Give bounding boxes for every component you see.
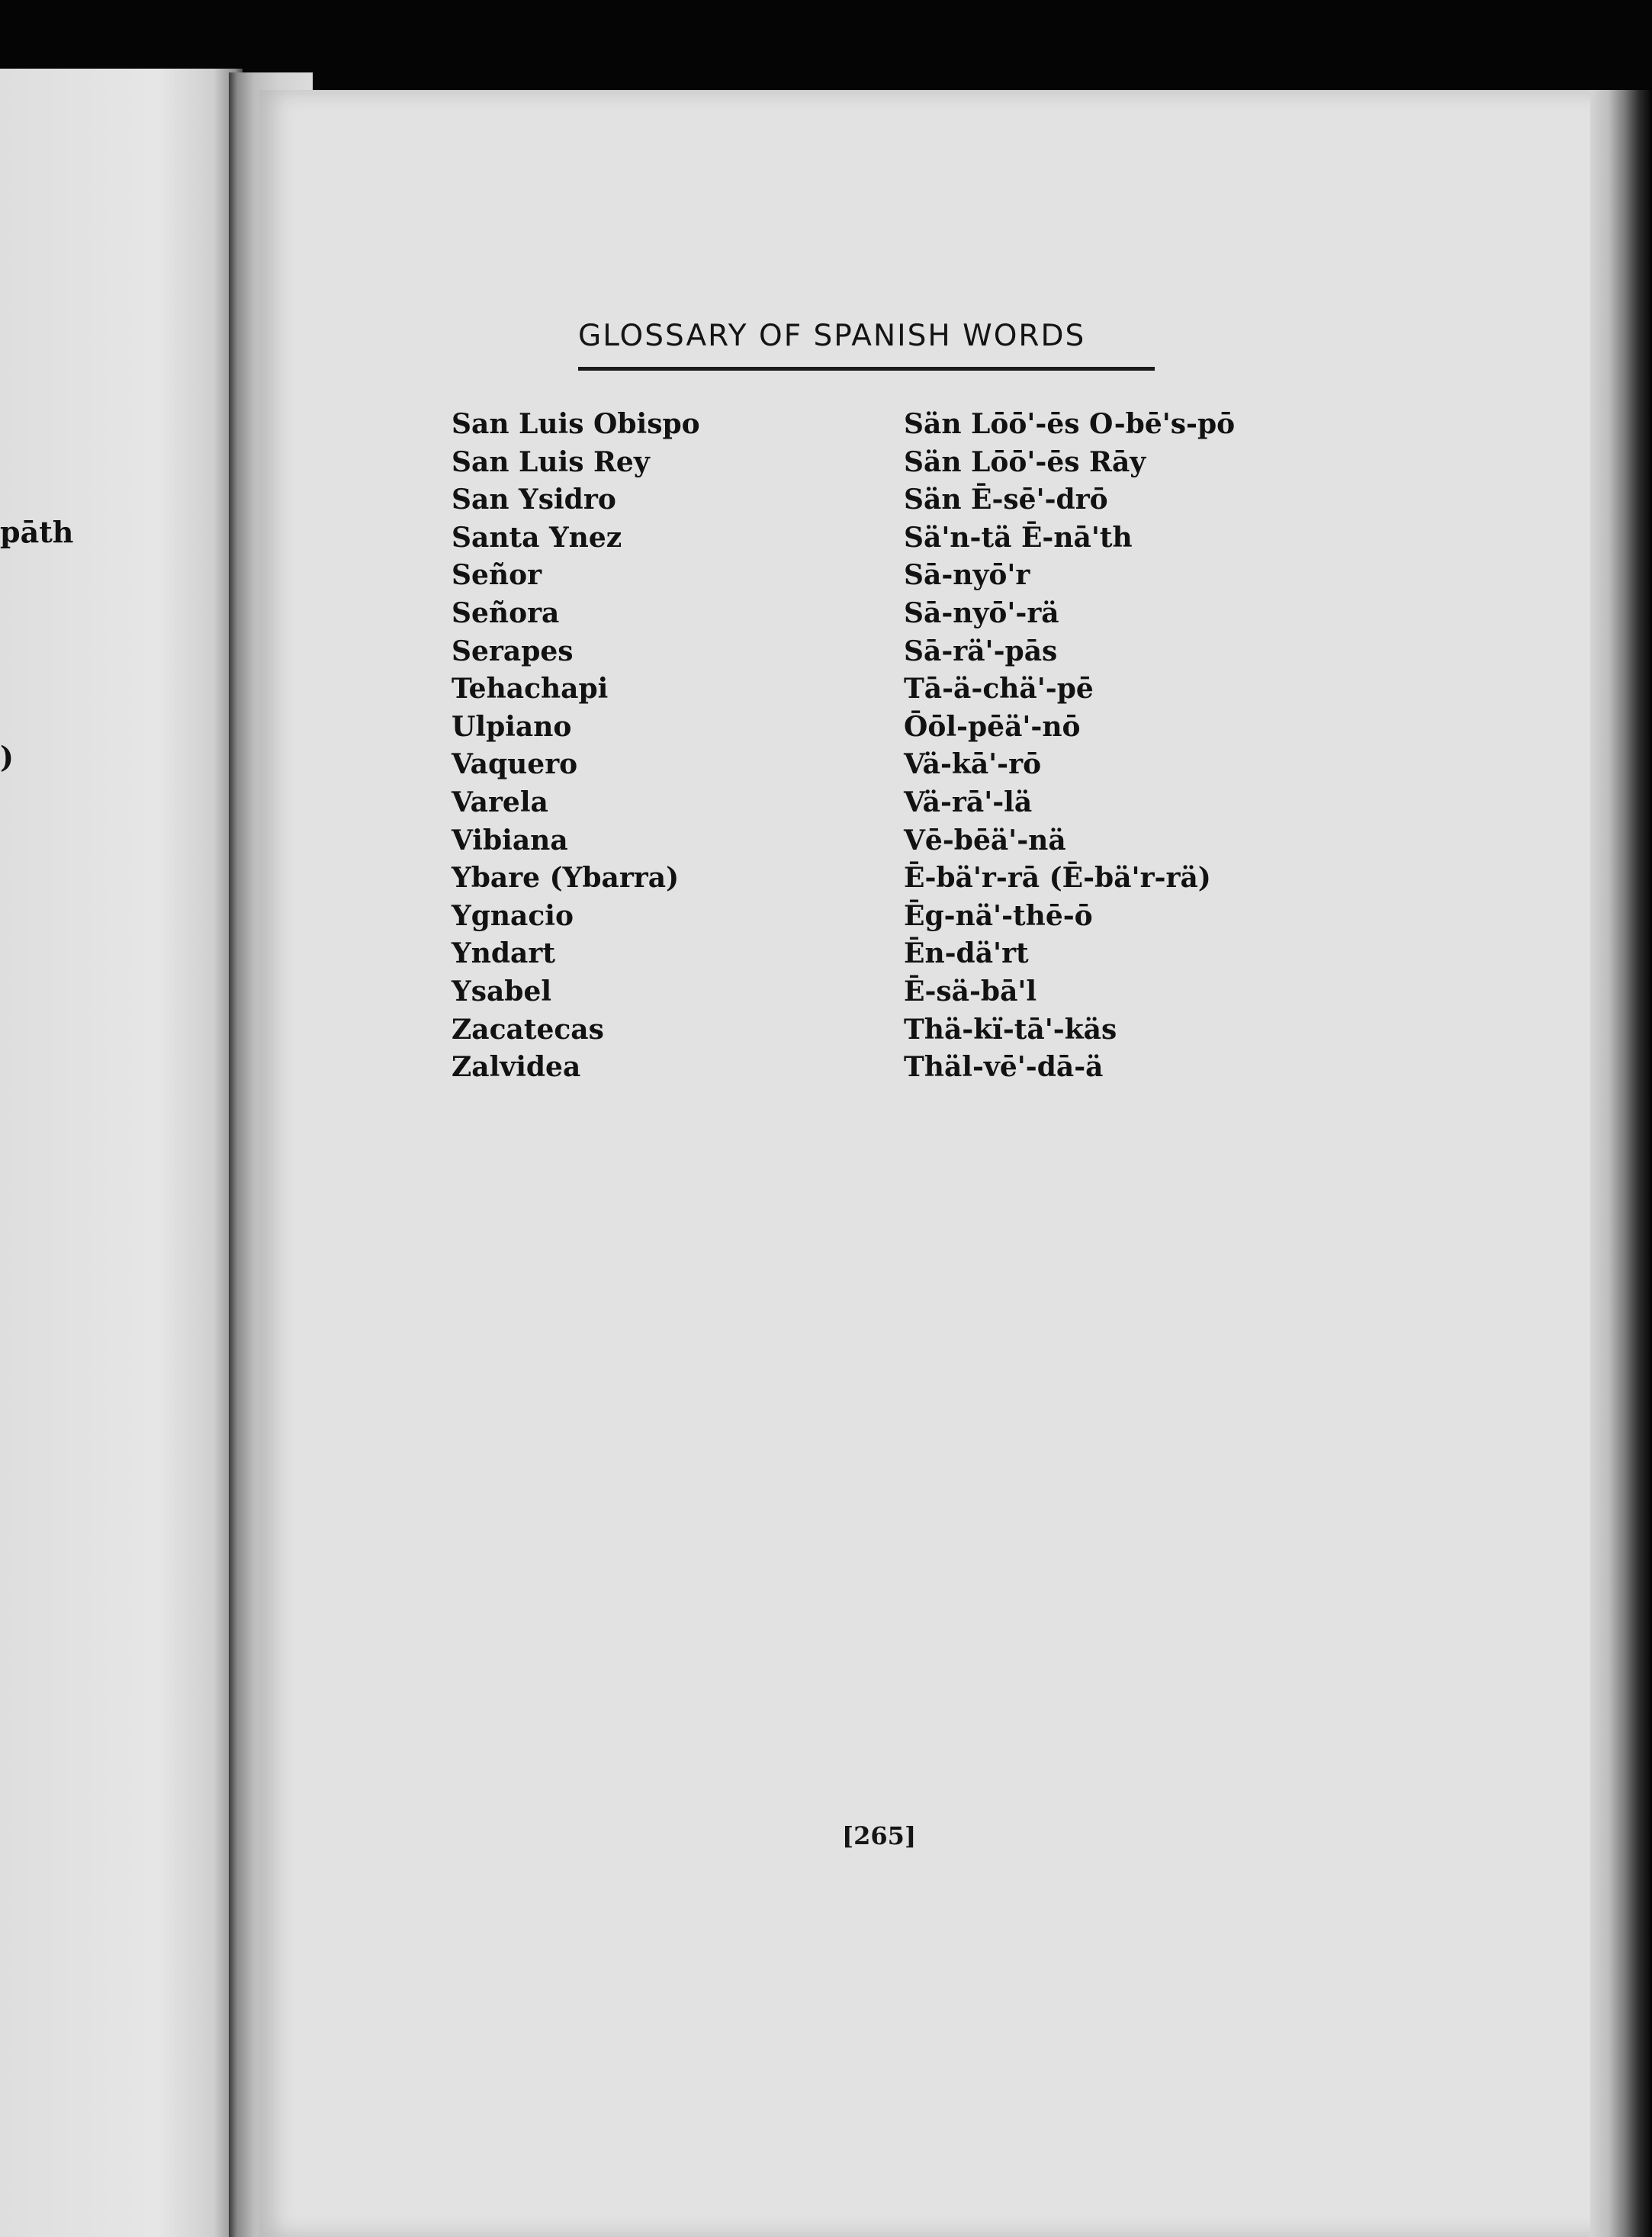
- spanish-term: Zalvidea: [452, 1051, 581, 1084]
- pronunciation: Sā-rä'-pās: [904, 635, 1058, 667]
- glossary-entry: [452, 521, 1329, 559]
- glossary-entry: [452, 786, 1329, 824]
- glossary-entry: [452, 975, 1329, 1013]
- pronunciation: Vä-kā'-rō: [904, 748, 1042, 781]
- spanish-term: Ysabel: [452, 975, 552, 1008]
- glossary-entry: [452, 407, 1329, 445]
- pronunciation: Vē-bēä'-nä: [904, 824, 1066, 857]
- glossary-list: [452, 407, 1329, 1088]
- spanish-term: San Luis Obispo: [452, 408, 700, 440]
- spanish-term: Ygnacio: [452, 899, 574, 932]
- spanish-term: Vaquero: [452, 748, 578, 781]
- spanish-term: Ulpiano: [452, 710, 572, 743]
- pronunciation: Ēg-nä'-thē-ō: [904, 899, 1093, 932]
- pronunciation: Thä-kï-tā'-käs: [904, 1013, 1117, 1046]
- glossary-entry: [452, 445, 1329, 484]
- glossary-entry: [452, 861, 1329, 899]
- glossary-entry: [452, 483, 1329, 521]
- spanish-term: San Ysidro: [452, 484, 616, 516]
- pronunciation: Tā-ä-chä'-pē: [904, 673, 1094, 705]
- spanish-term: Señora: [452, 596, 560, 629]
- page-number: [265]: [842, 1821, 917, 1850]
- glossary-entry: [452, 937, 1329, 975]
- pronunciation: Ē-bä'r-rā (Ē-bä'r-rä): [904, 862, 1211, 895]
- glossary-entry: [452, 710, 1329, 748]
- pronunciation: Sā-nyō'-rä: [904, 596, 1059, 629]
- glossary-entry: [452, 1013, 1329, 1051]
- glossary-entry: [452, 596, 1329, 635]
- spanish-term: Varela: [452, 786, 548, 818]
- pronunciation: Ēn-dä'rt: [904, 937, 1029, 970]
- spanish-term: Señor: [452, 559, 542, 592]
- spanish-term: Yndart: [452, 937, 555, 970]
- spanish-term: Ybare (Ybarra): [452, 862, 680, 895]
- glossary-entry: [452, 672, 1329, 710]
- left-page-text-fragment: pāth: [0, 515, 74, 549]
- glossary-entry: [452, 1050, 1329, 1088]
- spanish-term: San Luis Rey: [452, 445, 650, 478]
- glossary-entry: [452, 635, 1329, 673]
- page-title: GLOSSARY OF SPANISH WORDS: [578, 319, 1086, 353]
- spanish-term: Santa Ynez: [452, 521, 622, 554]
- glossary-entry: [452, 824, 1329, 862]
- page-edge: [1590, 90, 1652, 2237]
- pronunciation: Sän Lōō'-ēs O-bē's-pō: [904, 408, 1236, 440]
- spanish-term: Vibiana: [452, 824, 568, 857]
- title-underline: [578, 367, 1155, 371]
- pronunciation: Vä-rā'-lä: [904, 786, 1033, 818]
- glossary-entry: [452, 747, 1329, 786]
- glossary-entry: [452, 558, 1329, 596]
- glossary-entry: [452, 899, 1329, 937]
- left-page-text-fragment: ): [0, 740, 14, 774]
- spanish-term: Zacatecas: [452, 1013, 604, 1046]
- pronunciation: Thäl-vē'-dā-ä: [904, 1051, 1104, 1084]
- pronunciation: Ōōl-pēä'-nō: [904, 710, 1081, 743]
- pronunciation: Sā-nyō'r: [904, 559, 1030, 592]
- pronunciation: Sän Ē-sē'-drō: [904, 484, 1108, 516]
- spanish-term: Tehachapi: [452, 673, 609, 705]
- pronunciation: Ē-sä-bā'l: [904, 975, 1037, 1008]
- pronunciation: Sä'n-tä Ē-nā'th: [904, 521, 1133, 554]
- spanish-term: Serapes: [452, 635, 574, 667]
- pronunciation: Sän Lōō'-ēs Rāy: [904, 445, 1146, 478]
- left-page: [0, 69, 243, 2237]
